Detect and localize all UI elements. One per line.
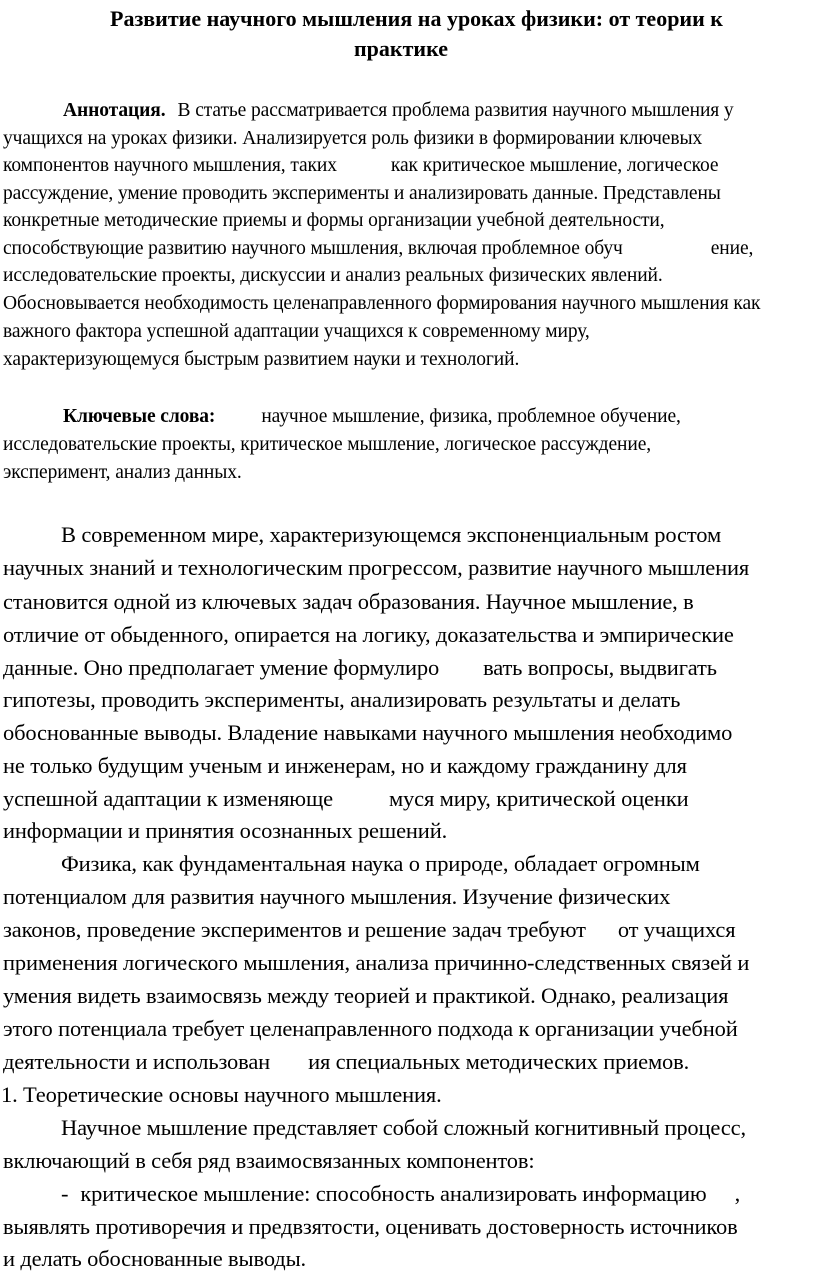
keywords-text: научное мышление, физика, проблемное обучение,	[261, 406, 681, 427]
annotation-line-4: рассуждение, умение проводить эксперименты и анализировать данные. Представлены	[3, 183, 721, 204]
body-line-11: Физика, как фундаментальная наука о природе, обладает огромным	[61, 851, 700, 876]
annotation-line-8: Обосновывается необходимость целенаправленного формирования научного мышления как	[3, 293, 761, 314]
list-item-line-1	[61, 1183, 740, 1206]
body-line-4: отличие от обыденного, опирается на логику, доказательства и эмпирические	[3, 622, 734, 647]
annotation-line-3	[3, 156, 718, 176]
body-text: ,	[734, 1181, 741, 1206]
body-text: деятельности и использован	[3, 1049, 271, 1074]
annotation-line-2: учащихся на уроках физики. Анализируется роль физики в формировании ключевых	[3, 128, 703, 149]
body-line-2: научных знаний и технологическим прогрессом, развитие научного мышления	[3, 555, 750, 580]
annotation-label: Аннотация.	[63, 100, 166, 121]
body-line-15: умения видеть взаимосвязь между теорией и практикой. Однако, реализация	[3, 983, 729, 1008]
annotation-line-1	[3, 101, 734, 121]
body-text: критическое мышление: способность анализировать информацию	[80, 1181, 707, 1206]
annotation-text: ение,	[710, 238, 754, 259]
keywords-line-2: исследовательские проекты, критическое мышление, логическое рассуждение,	[3, 434, 652, 455]
body-line-12: потенциалом для развития научного мышления. Изучение физических	[3, 884, 671, 909]
body-text: законов, проведение экспериментов и решение задач требуют	[3, 917, 586, 942]
annotation-line-7: исследовательские проекты, дискуссии и анализ реальных физических явлений.	[3, 265, 663, 286]
annotation-text: компонентов научного мышления, таких	[3, 155, 337, 176]
section-heading: 1. Теоретические основы научного мышления.	[1, 1082, 442, 1107]
body-line-6: гипотезы, проводить эксперименты, анализировать результаты и делать	[3, 687, 681, 712]
body-line-10: информации и принятия осознанных решений.	[3, 818, 448, 843]
annotation-line-5: конкретные методические приемы и формы организации учебной деятельности,	[3, 210, 665, 231]
list-item-line-2: выявлять противоречия и предвзятости, оценивать достоверность источников	[3, 1214, 738, 1239]
body-text: муся миру, критической оценки	[388, 786, 689, 811]
article-title-line-2: практике	[354, 36, 448, 61]
body-line-17	[3, 1051, 689, 1074]
annotation-text: как критическое мышление, логическое	[390, 155, 719, 176]
article-title-line-1: Развитие научного мышления на уроках физики: от теории к	[110, 6, 723, 31]
keywords-line-3: эксперимент, анализ данных.	[3, 462, 242, 483]
body-line-16: этого потенциала требует целенаправленного подхода к организации учебной	[3, 1016, 738, 1041]
body-line-5	[3, 657, 717, 680]
body-text: от учащихся	[617, 917, 736, 942]
body-line-7: обоснованные выводы. Владение навыками научного мышления необходимо	[3, 720, 733, 745]
body-line-1: В современном мире, характеризующемся экспоненциальным ростом	[61, 522, 722, 547]
annotation-text: В статье рассматривается проблема развития научного мышления у	[177, 100, 734, 121]
annotation-line-6	[3, 239, 753, 259]
body-text: ия специальных методических приемов.	[308, 1049, 690, 1074]
body-line-19: включающий в себя ряд взаимосвязанных компонентов:	[3, 1148, 535, 1173]
keywords-line-1	[3, 407, 681, 427]
body-line-3: становится одной из ключевых задач образования. Научное мышление, в	[3, 589, 694, 614]
body-text: данные. Оно предполагает умение формулиро	[3, 655, 440, 680]
keywords-label: Ключевые слова:	[63, 406, 216, 427]
body-line-13	[3, 919, 735, 942]
body-line-14: применения логического мышления, анализа причинно-следственных связей и	[3, 950, 750, 975]
list-bullet: -	[61, 1181, 69, 1206]
body-line-9	[3, 788, 689, 811]
body-text: успешной адаптации к изменяюще	[3, 786, 333, 811]
list-item-line-3: и делать обоснованные выводы.	[3, 1246, 307, 1271]
body-text: вать вопросы, выдвигать	[483, 655, 717, 680]
annotation-line-10: характеризующемуся быстрым развитием науки и технологий.	[3, 349, 520, 370]
body-line-18: Научное мышление представляет собой сложный когнитивный процесс,	[61, 1115, 746, 1140]
body-line-8: не только будущим ученым и инженерам, но и каждому гражданину для	[3, 753, 687, 778]
annotation-text: способствующие развитию научного мышления, включая проблемное обуч	[3, 238, 623, 259]
annotation-line-9: важного фактора успешной адаптации учащихся к современному миру,	[3, 321, 590, 342]
